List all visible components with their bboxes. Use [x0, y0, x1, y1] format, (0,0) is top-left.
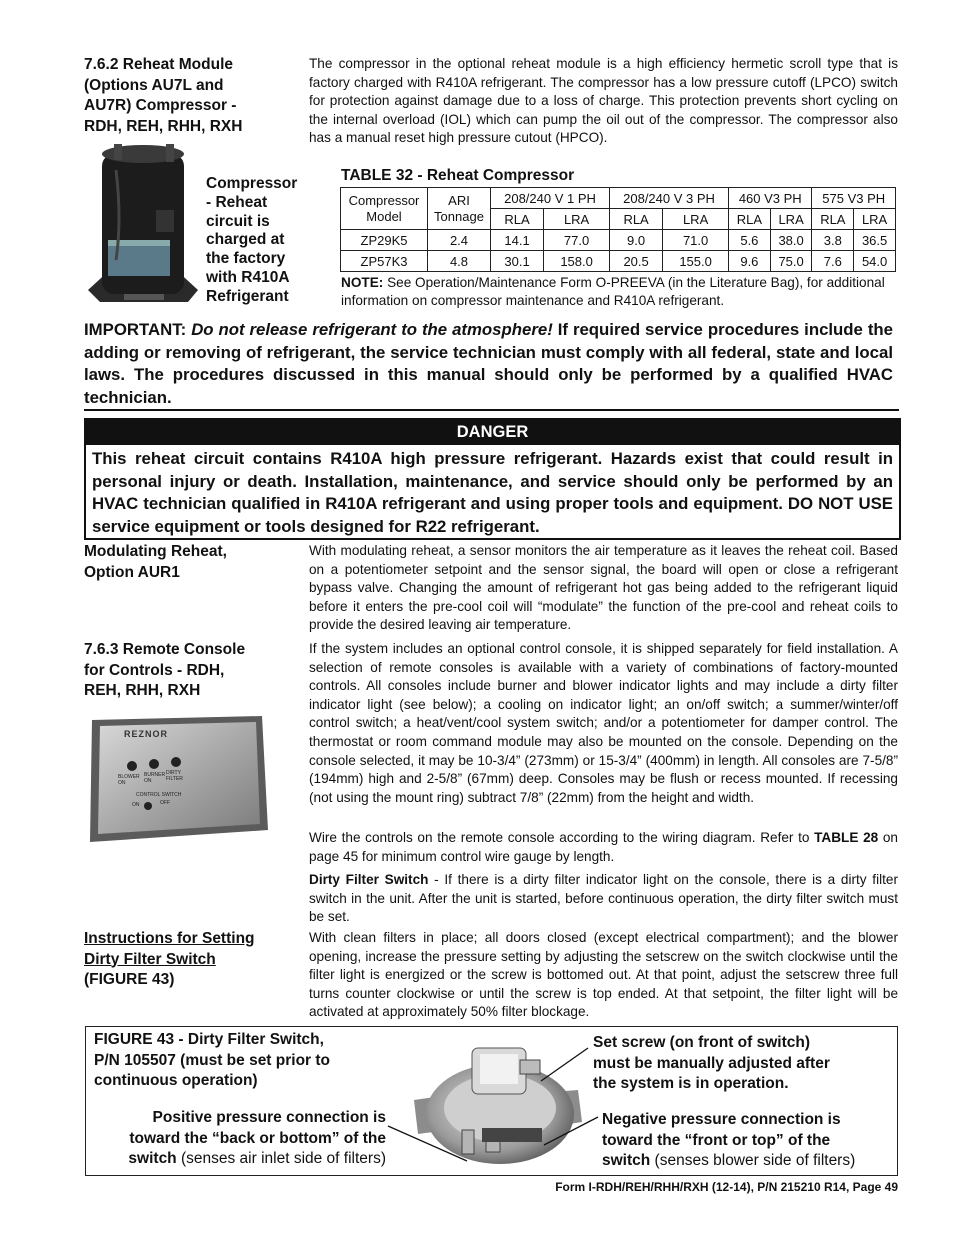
table-row [341, 230, 896, 251]
caption-line: charged at [206, 231, 285, 249]
section-763-heading [84, 640, 304, 702]
table-cell: 9.0 [610, 230, 663, 251]
sub-header: LRA [854, 209, 896, 230]
table-cell: ZP57K3 [341, 251, 428, 272]
label-line: Set screw (on front of switch) [593, 1034, 811, 1051]
danger-text: This reheat circuit contains R410A high pressure refrigerant. Hazards exist that could result in personal injury or death. Installation, maintenance, and service should only be performed by an HVAC technician qualified in R410A refrigerant and using proper tools and equipment. DO NOT USE service equipment or tools designed for R22 refrigerant. [92, 449, 893, 536]
remote-console-photo [86, 712, 274, 848]
label-line [94, 1149, 386, 1170]
modulating-heading [84, 542, 304, 583]
caption-line: the factory [206, 250, 286, 268]
caption-line: with R410A [206, 268, 290, 286]
table-32-title: TABLE 32 - Reheat Compressor [341, 167, 575, 184]
compressor-photo [82, 140, 202, 316]
heading-line: REH, RHH, RXH [84, 682, 201, 699]
table-cell: 38.0 [770, 230, 812, 251]
danger-title: DANGER [86, 420, 899, 445]
console-switch-pos: ON [132, 802, 140, 808]
sub-header: LRA [663, 209, 729, 230]
label-line: must be manually adjusted after [593, 1054, 830, 1072]
positive-connection-label [94, 1108, 386, 1170]
table-cell: 3.8 [812, 230, 854, 251]
table-cell: 30.1 [491, 251, 544, 272]
important-notice [84, 319, 893, 409]
console-label: DIRTY FILTER [166, 770, 183, 782]
table-cell: 7.6 [812, 251, 854, 272]
reheat-compressor-table [340, 187, 896, 272]
table-row [341, 251, 896, 272]
important-label: IMPORTANT: [84, 320, 187, 339]
modulating-body: With modulating reheat, a sensor monitors the air temperature as it leaves the reheat coil. Based on a potentiometer setpoint and the sensor signal, the board will open or close a refrigerant bypass valve. Changing the amount of refrigerant hot gas being added to the refrigerant liquid before it enters the pre-cool coil will “modulate” the function of the pre-cool and reheat coils to provide the desired leaving air temperature. [309, 543, 898, 633]
heading-line: (Options AU7L and [84, 76, 224, 94]
heading-line: Option AUR1 [84, 563, 180, 581]
note-label: NOTE: [341, 275, 384, 290]
caption-line: FIGURE 43 - Dirty Filter Switch, [94, 1031, 324, 1048]
table-cell: 14.1 [491, 230, 544, 251]
heading-line: Dirty Filter Switch [84, 950, 216, 968]
label-line: Positive pressure connection is [152, 1109, 386, 1126]
table-cell: 54.0 [854, 251, 896, 272]
label-line [602, 1151, 894, 1172]
dirty-filter-switch-label: Dirty Filter Switch [309, 872, 429, 887]
important-italic: Do not release refrigerant to the atmosphere! [191, 320, 553, 339]
heading-line: Instructions for Setting [84, 930, 255, 947]
heading-line: Modulating Reheat, [84, 543, 227, 560]
table-cell: 155.0 [663, 251, 729, 272]
col-group-header: 208/240 V 1 PH [491, 188, 610, 209]
heading-line: (FIGURE 43) [84, 971, 175, 988]
console-switch-pos: OFF [160, 800, 170, 806]
note-text: See Operation/Maintenance Form O-PREEVA (in the Literature Bag), for additional information on compressor maintenance and R410A refrigerant. [341, 275, 885, 308]
wiring-text-post: on page 45 for minimum control wire gauge by length. [309, 830, 898, 864]
negative-connection-label [602, 1110, 894, 1172]
table-cell: 2.4 [428, 230, 491, 251]
label-line: Negative pressure connection is [602, 1111, 841, 1128]
label-line: the system is in operation. [593, 1075, 789, 1092]
label-bold: switch [602, 1152, 651, 1169]
table-cell: 36.5 [854, 230, 896, 251]
sub-header: RLA [729, 209, 771, 230]
label-line: toward the “back or bottom” of the [129, 1129, 386, 1147]
table-cell: 71.0 [663, 230, 729, 251]
dirty-filter-switch-text: - If there is a dirty filter indicator light on the console, there is a dirty filter switch in the unit. After the unit is started, before continuous operation, the dirty filter switch must be set. [309, 872, 898, 925]
set-screw-label [593, 1033, 883, 1095]
caption-line: Compressor [206, 175, 298, 192]
table-header-row [341, 188, 896, 209]
label-bold: switch [128, 1150, 177, 1167]
figure-43-caption [94, 1030, 394, 1092]
wiring-paragraph [309, 829, 898, 866]
table-cell: 4.8 [428, 251, 491, 272]
caption-line: circuit is [206, 212, 270, 230]
heading-line: 7.6.2 Reheat Module [84, 56, 234, 73]
compressor-photo-caption [206, 175, 316, 307]
important-text: If required service procedures include the adding or removing of refrigerant, the service technician must comply with all federal, state and local laws. The procedures discussed in this manual should only be performed by a qualified HVAC technician. [84, 320, 894, 407]
label-line: toward the “front or top” of the [602, 1131, 831, 1149]
dirty-filter-switch-paragraph [309, 871, 898, 927]
col-group-header: 460 V3 PH [729, 188, 812, 209]
col-group-header: 208/240 V 3 PH [610, 188, 729, 209]
heading-line: for Controls - RDH, [84, 661, 225, 679]
section-762-heading [84, 55, 304, 137]
table-cell: 77.0 [544, 230, 610, 251]
caption-line: continuous operation) [94, 1072, 258, 1089]
col-header-model: Compressor Model [341, 188, 428, 230]
col-group-header: 575 V3 PH [812, 188, 896, 209]
table-cell: ZP29K5 [341, 230, 428, 251]
sub-header: LRA [770, 209, 812, 230]
col-header-ari: ARI Tonnage [428, 188, 491, 230]
label-normal: (senses blower side of filters) [654, 1152, 856, 1169]
sub-header: RLA [610, 209, 663, 230]
table-cell: 158.0 [544, 251, 610, 272]
table-cell: 20.5 [610, 251, 663, 272]
page-footer: Form I-RDH/REH/RHH/RXH (12-14), P/N 215210 R14, Page 49 [555, 1180, 898, 1194]
section-763-body: If the system includes an optional control console, it is shipped separately for field installation. A selection of remote consoles is available with a variety of combinations of factory-mounted controls. All consoles include burner and blower indicator lights and may include a dirty filter indicator light (see below); a cooling on indicator light; an on/off switch; a summer/winter/off control switch; a heat/vent/cool system switch; and/or a potentiometer for damper control. The thermostat or room command module may also be mounted on the console. Depending on the console selected, it may be 10-3/4” (273mm) or 15-3/4” (400mm) in length. All consoles are 7-5/8” (194mm) high and 2-5/8” (67mm) deep. Consoles may be flush or recess mounted. If recessing (not using the mount ring) subtract 7/8” (22mm) from the height and width. [309, 641, 898, 805]
wiring-text-pre: Wire the controls on the remote console according to the wiring diagram. Refer to [309, 830, 810, 845]
heading-line: RDH, REH, RHH, RXH [84, 117, 243, 135]
label-normal: (senses air inlet side of filters) [180, 1150, 386, 1167]
table-cell: 5.6 [729, 230, 771, 251]
table-32-note [341, 274, 901, 310]
caption-line: Refrigerant [206, 287, 289, 305]
console-switch-label: CONTROL SWITCH [136, 792, 182, 798]
instructions-heading [84, 929, 304, 991]
instructions-body: With clean filters in place; all doors closed (except electrical compartment); and the blower opening, increase the pressure setting by adjusting the setscrew on the switch clockwise until the filter light is energized or the screw is bottomed out. At that point, adjust the setscrew three full turns counter clockwise or until the screw is top ended. At that setpoint, the filter light will be activated at approximately 50% filter blockage. [309, 930, 898, 1020]
caption-line: P/N 105507 (must be set prior to [94, 1051, 331, 1069]
sub-header: RLA [812, 209, 854, 230]
danger-box [84, 418, 901, 540]
divider [84, 409, 899, 411]
sub-header: LRA [544, 209, 610, 230]
section-762-body: The compressor in the optional reheat module is a high efficiency hermetic scroll type that is factory charged with R410A refrigerant. The compressor has a low pressure cutoff (LPCO) switch for protection against damage due to a loss of charge. This protection prevents short cycling on the internal overload (IOL) which can pump the oil out of the compressor. The compressor also has a manual reset high pressure cutout (HPCO). [309, 56, 898, 146]
table-cell: 75.0 [770, 251, 812, 272]
table-28-ref: TABLE 28 [814, 830, 879, 845]
console-brand: REZNOR [124, 729, 168, 739]
dirty-filter-switch-photo [392, 1030, 604, 1174]
heading-line: AU7R) Compressor - [84, 97, 237, 114]
heading-line: 7.6.3 Remote Console [84, 641, 246, 658]
table-cell: 9.6 [729, 251, 771, 272]
console-label: BLOWER ON [118, 774, 140, 786]
console-label: BURNER ON [144, 772, 166, 784]
sub-header: RLA [491, 209, 544, 230]
caption-line: - Reheat [206, 193, 268, 211]
